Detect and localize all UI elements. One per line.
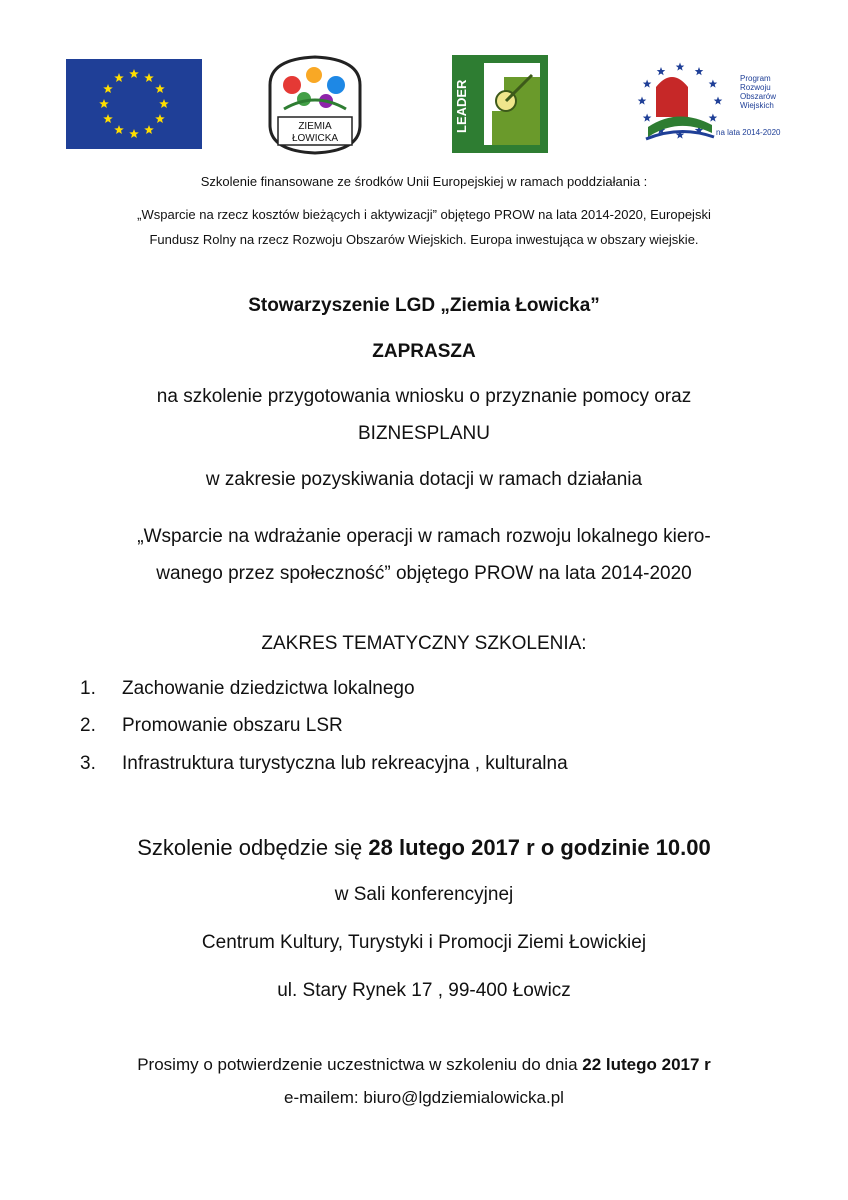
eu-star-icon: [103, 84, 113, 93]
prow-star-icon: [643, 114, 652, 122]
ziemia-logo-text-bottom: ŁOWICKA: [291, 133, 339, 144]
prow-text-4: Wiejskich: [740, 101, 774, 110]
eu-flag-logo: [66, 59, 202, 149]
prow-star-icon: [714, 97, 723, 105]
prow-logo: [628, 57, 788, 149]
organization-name: Stowarzyszenie LGD „Ziemia Łowicka”: [248, 295, 600, 316]
eu-star-icon: [114, 73, 124, 82]
eu-star-icon: [159, 99, 169, 108]
list-item-text: Zachowanie dziedzictwa lokalnego: [122, 678, 415, 699]
logo-bar: [0, 55, 848, 160]
prow-text-3: Obszarów: [740, 92, 777, 101]
training-date-prefix: Szkolenie odbędzie się: [137, 835, 369, 860]
list-item-text: Promowanie obszaru LSR: [122, 715, 343, 736]
list-item-number: 3.: [80, 753, 96, 774]
training-date: [0, 835, 848, 861]
eu-star-icon: [114, 125, 124, 134]
training-scope-line: w zakresie pozyskiwania dotacji w ramach działania: [205, 469, 643, 490]
leader-logo-text: LEADER: [454, 79, 469, 133]
venue-room: w Sali konferencyjnej: [334, 884, 514, 905]
invite-heading: ZAPRASZA: [372, 341, 476, 362]
list-item: [80, 753, 568, 775]
eu-star-icon: [103, 114, 113, 123]
prow-star-icon: [676, 63, 685, 71]
measure-name-2: wanego przez społeczność” objętego PROW na lata 2014-2020: [156, 563, 692, 584]
prow-text-1: Program: [740, 74, 771, 83]
eu-star-icon: [129, 69, 139, 78]
list-item-text: Infrastruktura turystyczna lub rekreacyjna , kulturalna: [122, 753, 568, 774]
ziemia-lowicka-logo: [262, 55, 368, 155]
prow-star-icon: [709, 80, 718, 88]
list-item: [80, 678, 415, 700]
contact-email[interactable]: e-mailem: biuro@lgdziemialowicka.pl: [284, 1088, 564, 1107]
eu-star-icon: [144, 125, 154, 134]
scope-title: ZAKRES TEMATYCZNY SZKOLENIA:: [261, 633, 587, 654]
prow-star-icon: [657, 67, 666, 75]
list-item: [80, 715, 343, 737]
training-date-value: 28 lutego 2017 r o godzinie 10.00: [368, 835, 711, 860]
eu-star-icon: [129, 129, 139, 138]
prow-text-2: Rozwoju: [740, 83, 771, 92]
funding-line-2: „Wsparcie na rzecz kosztów bieżących i aktywizacji” objętego PROW na lata 2014-2020, Europejski: [137, 207, 711, 222]
prow-star-icon: [709, 114, 718, 122]
list-item-number: 2.: [80, 715, 96, 736]
funding-line-3: Fundusz Rolny na rzecz Rozwoju Obszarów Wiejskich. Europa inwestująca w obszary wiejskie.: [149, 232, 699, 247]
prow-years: na lata 2014-2020: [716, 128, 781, 137]
confirmation-note: [0, 1055, 848, 1075]
confirmation-prefix: Prosimy o potwierdzenie uczestnictwa w szkoleniu do dnia: [137, 1055, 583, 1074]
venue-name: Centrum Kultury, Turystyki i Promocji Ziemi Łowickiej: [201, 932, 647, 953]
eu-star-icon: [144, 73, 154, 82]
eu-star-icon: [99, 99, 109, 108]
measure-name-1: „Wsparcie na wdrażanie operacji w ramach rozwoju lokalnego kiero-: [137, 526, 711, 547]
eu-stars-icon: [66, 59, 202, 149]
training-desc-2: BIZNESPLANU: [358, 423, 490, 444]
eu-star-icon: [155, 114, 165, 123]
training-desc-1: na szkolenie przygotowania wniosku o przyznanie pomocy oraz: [156, 386, 692, 407]
eu-star-icon: [155, 84, 165, 93]
prow-star-icon: [643, 80, 652, 88]
confirmation-deadline: 22 lutego 2017 r: [582, 1055, 711, 1074]
venue-address: ul. Stary Rynek 17 , 99-400 Łowicz: [277, 980, 571, 1001]
list-item-number: 1.: [80, 678, 96, 699]
leader-logo: [452, 55, 548, 153]
funding-line-1: Szkolenie finansowane ze środków Unii Europejskiej w ramach poddziałania :: [200, 174, 648, 189]
prow-star-icon: [695, 67, 704, 75]
ziemia-logo-text-top: ZIEMIA: [298, 121, 332, 132]
prow-star-icon: [638, 97, 647, 105]
